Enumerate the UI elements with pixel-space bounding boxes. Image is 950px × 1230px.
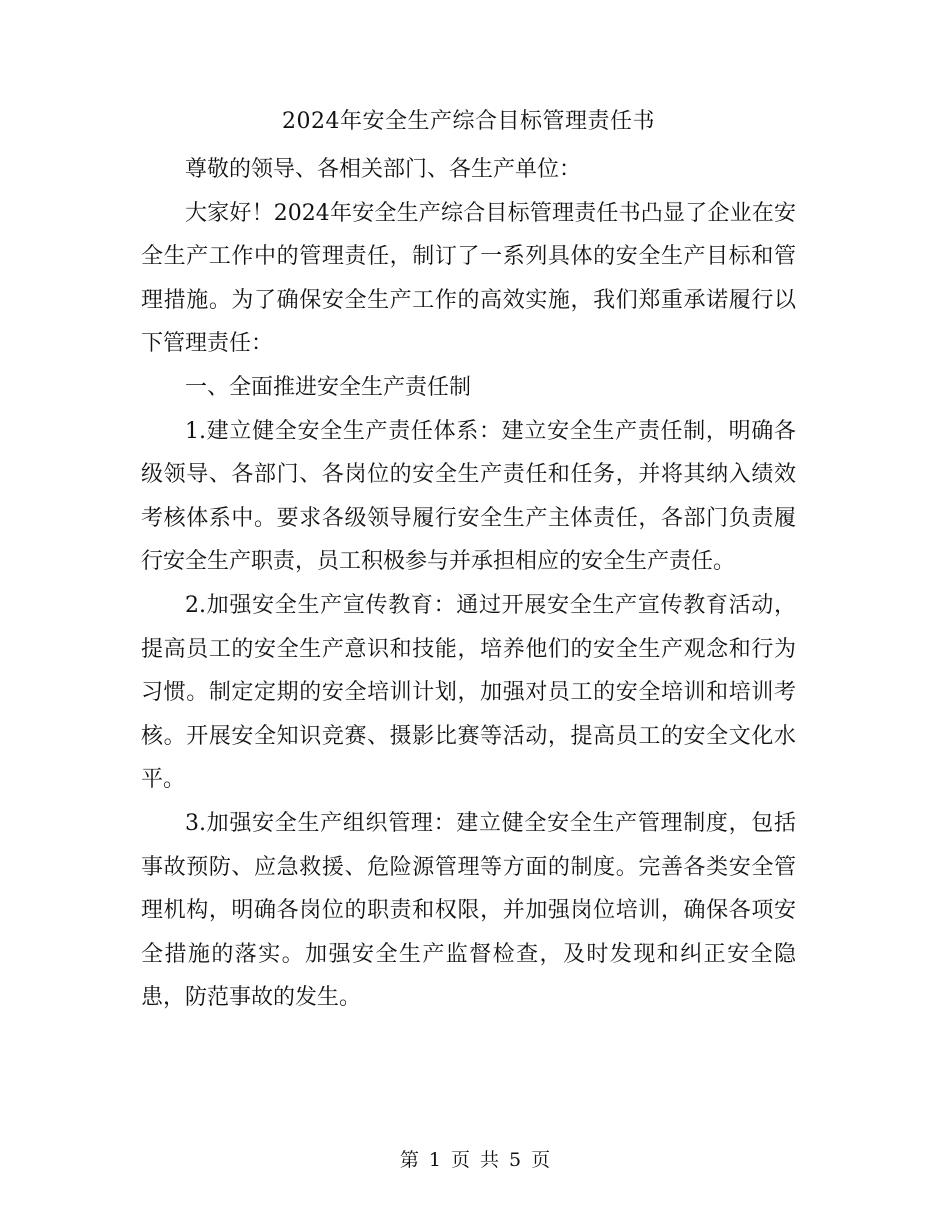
document-body xyxy=(141,148,796,1020)
document-content xyxy=(141,100,796,1020)
section-heading: 一、全面推进安全生产责任制 xyxy=(185,374,472,400)
document-title: 2024年安全生产综合目标管理责任书 xyxy=(282,109,655,134)
item-3-paragraph: 3.加强安全生产组织管理：建立健全安全生产管理制度，包括事故预防、应急救援、危险源管理等方面的制度。完善各类安全管理机构，明确各岗位的职责和权限，并加强岗位培训，确保各项安全措施的落实。加强安全生产监督检查，及时发现和纠正安全隐患，防范事故的发生。 xyxy=(141,810,796,1011)
intro-paragraph: 大家好！2024年安全生产综合目标管理责任书凸显了企业在安全生产工作中的管理责任，制订了一系列具体的安全生产目标和管理措施。为了确保安全生产工作的高效实施，我们郑重承诺履行以下管理责任： xyxy=(141,200,796,357)
salutation-paragraph: 尊敬的领导、各相关部门、各生产单位： xyxy=(185,157,582,182)
item-1-paragraph: 1.建立健全安全生产责任体系：建立安全生产责任制，明确各级领导、各部门、各岗位的安全生产责任和任务，并将其纳入绩效考核体系中。要求各级领导履行安全生产主体责任，各部门负责履行安全生产职责，员工积极参与并承担相应的安全生产责任。 xyxy=(141,418,796,575)
page-number-footer: 第 1 页 共 5 页 xyxy=(399,1149,551,1171)
item-2-paragraph: 2.加强安全生产宣传教育：通过开展安全生产宣传教育活动，提高员工的安全生产意识和技能，培养他们的安全生产观念和行为习惯。制定定期的安全培训计划，加强对员工的安全培训和培训考核。开展安全知识竞赛、摄影比赛等活动，提高员工的安全文化水平。 xyxy=(141,592,796,793)
